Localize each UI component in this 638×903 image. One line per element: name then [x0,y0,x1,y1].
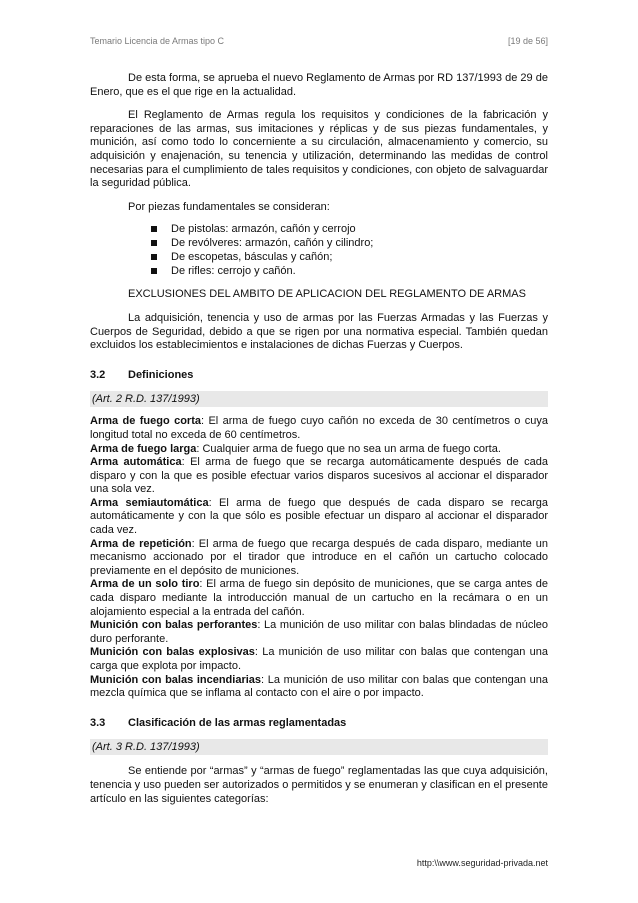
page-number: [19 de 56] [507,36,548,46]
intro-paragraph-1: De esta forma, se aprueba el nuevo Reglamento de Armas por RD 137/1993 de 29 de Enero, que es el que rige en la actualidad. [90,72,548,98]
piezas-list [90,222,548,278]
definition-item: Arma de repetición: El arma de fuego que recarga después de cada disparo, mediante un mecanismo accionado por el tirador que introduce en el cañón un cartucho colocado previamente en el depósito de municiones. [90,537,548,577]
section-number: 3.2 [90,368,106,381]
definition-item: Arma de fuego larga: Cualquier arma de fuego que no sea un arma de fuego corta. [90,442,501,455]
page-header [90,36,548,48]
definition-item: Arma semiautomática: El arma de fuego que después de cada disparo se recarga automáticamente y con la que sólo es posible efectuar un disparo al accionar el disparador cada vez. [90,496,548,537]
definition-item: Munición con balas explosivas: La munición de uso militar con balas que contengan una carga que explota por impacto. [90,646,548,672]
intro-paragraph-2: El Reglamento de Armas regula los requisitos y condiciones de la fabricación y reparaciones de las armas, sus imitaciones y réplicas y de sus piezas fundamentales, y munición, así como todo lo concerniente a su circulación, almacenamiento y comercio, su adquisición y enajenación, su tenencia y utilización, determinando las medidas de control necesarias para el cumplimiento de tales requisitos y condiciones, con objeto de salvaguardar la seguridad pública. [90,109,548,190]
bullet-icon [151,268,157,274]
page-body [90,72,548,806]
header-title: Temario Licencia de Armas tipo C [90,36,225,46]
definitions-list [90,415,548,700]
exclusiones-text: La adquisición, tenencia y uso de armas por las Fuerzas Armadas y las Fuerzas y Cuerpos de Seguridad, debido a que se rigen por una normativa especial. También quedan excluidos los establecimientos e instalaciones de dichas Fuerzas y Cuerpos. [90,311,548,352]
section-heading-3-2 [90,369,548,383]
list-item: De pistolas: armazón, cañón y cerrojo [90,222,548,236]
definition-item: Arma automática: El arma de fuego que se recarga automáticamente después de cada disparo y con la que es posible efectuar varios disparos sucesivos al accionar el disparador una sola vez. [90,456,548,496]
bullet-icon [151,240,157,246]
list-item: De revólveres: armazón, cañón y cilindro; [90,236,548,250]
article-reference: (Art. 2 R.D. 137/1993) [90,391,548,407]
bullet-icon [151,226,157,232]
definition-item: Arma de fuego corta: El arma de fuego cuyo cañón no exceda de 30 centímetros o cuya longitud total no exceda de 60 centímetros. [90,415,549,441]
list-item: De escopetas, básculas y cañón; [90,250,548,264]
definition-item: Arma de un solo tiro: El arma de fuego sin depósito de municiones, que se carga antes de cada disparo mediante la introducción manual de un cartucho en la recámara o en un alojamiento especial a la entrada del cañón. [90,578,548,618]
classification-paragraph: Se entiende por “armas” y “armas de fuego” reglamentadas las que cuya adquisición, tenencia y uso pueden ser autorizados o permitidos y se enumeran y clasifican en el presente artículo en las siguientes categorías: [90,765,548,805]
article-reference: (Art. 3 R.D. 137/1993) [90,739,548,755]
exclusiones-title: EXCLUSIONES DEL AMBITO DE APLICACION DEL REGLAMENTO DE ARMAS [128,288,526,301]
bullet-icon [151,254,157,260]
section-title: Definiciones [128,368,194,381]
list-item: De rifles: cerrojo y cañón. [90,264,548,278]
definition-item: Munición con balas incendiarias: La munición de uso militar con balas que contengan una mezcla química que se inflama al contacto con el aire o por impacto. [90,673,548,700]
footer-url: http:\\www.seguridad-privada.net [416,858,548,868]
section-heading-3-3 [90,717,548,731]
definition-item: Munición con balas perforantes: La munición de uso militar con balas blindadas de núcleo duro perforante. [90,619,549,645]
section-title: Clasificación de las armas reglamentadas [128,716,347,729]
intro-paragraph-3: Por piezas fundamentales se consideran: [128,200,330,213]
section-number: 3.3 [90,716,106,729]
